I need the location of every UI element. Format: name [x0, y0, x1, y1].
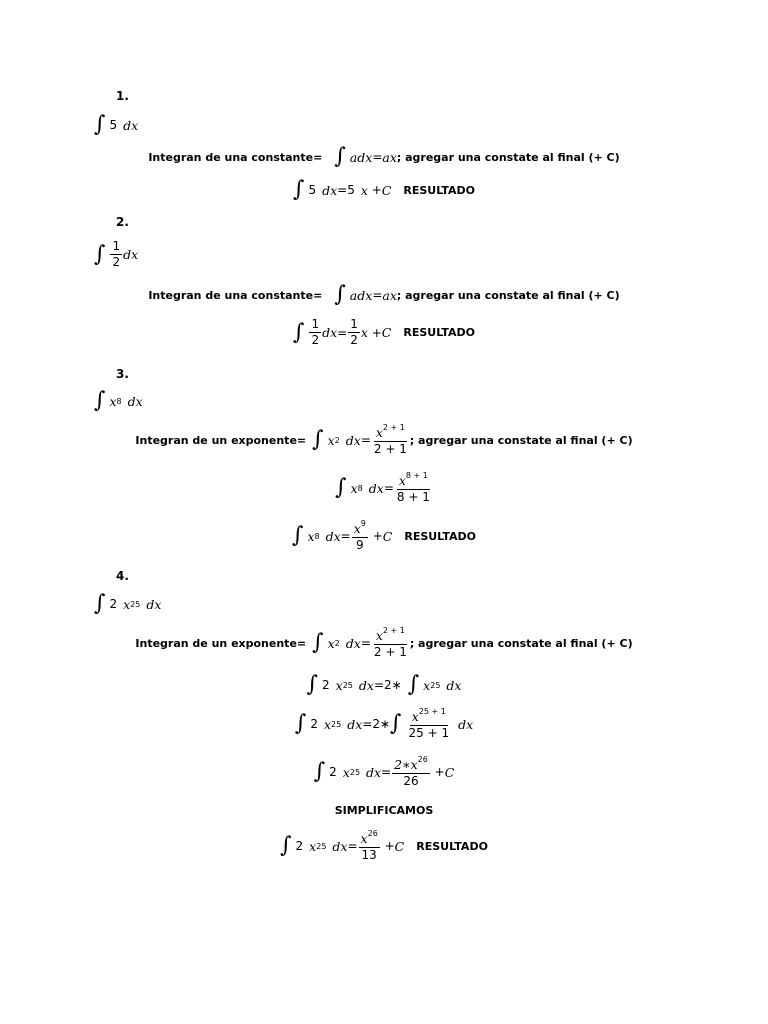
integral-sign-icon: ∫ — [312, 630, 324, 656]
integral-sign-icon: ∫ — [407, 672, 420, 697]
problem-4-rule: Integran de un exponente= ∫ x 2 dx = $\frac{x^{2 + 1}}{2 + 1}$ ; agregar una constate al final (+ C) — [135, 626, 633, 660]
problem-1-rule: Integran de una constante= ∫ adx = ax ; agregar una constate al final (+ C) — [148, 144, 620, 169]
integral-sign-icon: ∫ — [390, 711, 402, 737]
problem-1-integral: ∫ 5 dx — [94, 112, 139, 137]
problem-2-rule: Integran de una constante= ∫ adx = ax ; agregar una constate al final (+ C) — [148, 282, 620, 307]
integral-sign-icon: ∫ — [94, 112, 106, 137]
problem-3-rule: Integran de un exponente= ∫ x 2 dx = $\frac{x^{2 + 1}}{2 + 1}$ ; agregar una constate al final (+ C) — [135, 423, 633, 457]
problem-3-step: ∫ x 8 dx = $\frac{x^{8 + 1}}{8 + 1}$ — [335, 471, 430, 505]
fraction-one-half: $\frac{1}{2}$ — [112, 239, 121, 270]
problem-3-number: 3. — [116, 367, 129, 381]
resultado-label: RESULTADO — [403, 183, 476, 197]
integral-sign-icon: ∫ — [94, 388, 106, 413]
integral-sign-icon: ∫ — [94, 591, 106, 616]
problem-2-integral: ∫ $\frac{1}{2}$ dx — [94, 239, 139, 270]
integral-sign-icon: ∫ — [313, 759, 326, 785]
problem-1-number: 1. — [116, 89, 129, 103]
problem-4-number: 4. — [116, 569, 129, 583]
integral-sign-icon: ∫ — [312, 427, 324, 453]
integral-sign-icon: ∫ — [335, 475, 347, 501]
resultado-label: RESULTADO — [403, 326, 476, 340]
integral-sign-icon: ∫ — [292, 319, 305, 345]
problem-4-step-2: ∫ 2 x 25 dx = 2∗ ∫ $\frac{x^{25 + 1}}{25 + 1}$ dx — [294, 707, 474, 741]
problem-4-step-3: ∫ 2 x 25 dx = $\frac{2∗x^{26}}{26}$ + C — [313, 755, 455, 789]
problem-2-result: ∫ $\frac{1}{2}$ dx = $\frac{1}{2}$ x + C RESULTADO — [292, 317, 476, 348]
simplificamos-heading: SIMPLIFICAMOS — [334, 804, 434, 817]
integral-sign-icon: ∫ — [94, 241, 106, 267]
integral-sign-icon: ∫ — [334, 144, 346, 169]
problem-4-result: ∫ 2 x 25 dx = $\frac{x^{26}}{13}$ + C RESULTADO — [280, 829, 488, 863]
problem-3-integral: ∫ x 8 dx — [94, 388, 143, 413]
resultado-label: RESULTADO — [416, 839, 488, 853]
integral-sign-icon: ∫ — [334, 282, 346, 307]
integral-sign-icon: ∫ — [292, 177, 305, 202]
problem-2-number: 2. — [116, 215, 129, 229]
integral-sign-icon: ∫ — [306, 672, 318, 697]
integral-sign-icon: ∫ — [291, 523, 304, 549]
integral-sign-icon: ∫ — [294, 711, 307, 737]
problem-1-result: ∫ 5 dx = 5 x + C RESULTADO — [292, 177, 476, 202]
problem-4-step-1: ∫ 2 x 25 dx = 2∗ ∫ x 25 dx — [306, 672, 462, 697]
resultado-label: RESULTADO — [404, 529, 477, 543]
problem-4-integral: ∫ 2 x 25 dx — [94, 591, 162, 616]
problem-3-result: ∫ x 8 dx = $\frac{x^9}{9}$ + C RESULTADO — [291, 519, 477, 553]
integral-sign-icon: ∫ — [280, 833, 292, 859]
